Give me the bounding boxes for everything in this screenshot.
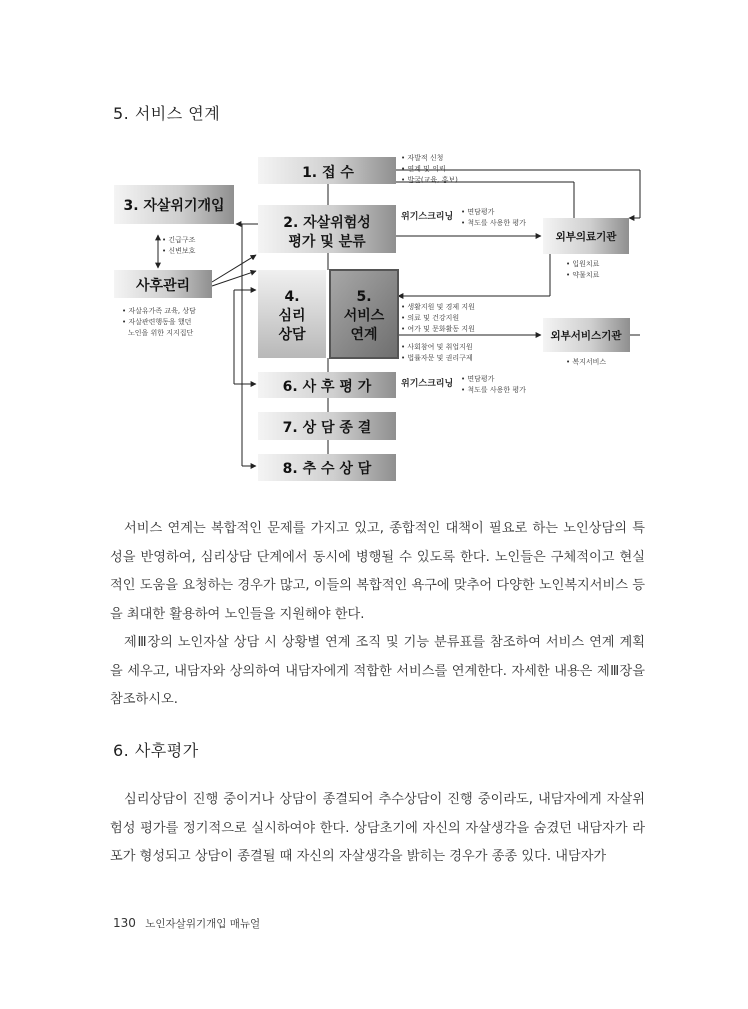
linkage-note: • 의료 및 건강지원 <box>401 314 460 322</box>
linkage-label-3: 연계 <box>350 327 378 343</box>
intake-label: 1. 접 수 <box>302 165 354 181</box>
service-flow-diagram <box>0 0 748 500</box>
external-service-label: 외부서비스기관 <box>550 330 622 342</box>
aftercare-note: 노인을 위한 지지집단 <box>128 329 194 337</box>
linkage-note: • 사회참여 및 취업지원 <box>401 343 473 351</box>
followup-eval-label: 6. 사 후 평 가 <box>282 379 372 395</box>
external-medical-label: 외부의료기관 <box>555 231 617 243</box>
tracking-label: 8. 추 수 상 담 <box>282 461 372 477</box>
body-paragraph: 심리상담이 진행 중이거나 상담이 종결되어 추수상담이 진행 중이라도, 내담자에게 자살위험성 평가를 정기적으로 실시하여야 한다. 상담초기에 자신의 자살생각을 숨겼던 내담자가 라포가 형성되고 상담이 종결될 때 자신의 자살생각을 밝히는 경우가 종종 있다. 내담자가 <box>110 792 645 864</box>
footer-title: 노인자살위기개입 매뉴얼 <box>145 918 261 930</box>
crisis-intervention-label: 3. 자살위기개입 <box>123 198 225 214</box>
body-paragraph: 제Ⅲ장의 노인자살 상담 시 상황별 연계 조직 및 기능 분류표를 참조하여 서비스 연계 계획을 세우고, 내담자와 상의하여 내담자에게 적합한 서비스를 연계한다. 자세한 내용은 제Ⅲ장을 참조하시오. <box>110 635 645 707</box>
linkage-label-2: 서비스 <box>343 308 385 324</box>
screening-label: 위기스크리닝 <box>401 212 454 222</box>
screening-note: • 면담평가 <box>461 375 495 383</box>
assessment-label-1: 2. 자살위험성 <box>283 215 371 231</box>
aftercare-note: • 자살관련행동을 했던 <box>122 318 192 326</box>
medical-note: • 약물치료 <box>566 271 600 279</box>
assessment-label-2: 평가 및 분류 <box>288 234 366 250</box>
section-5-heading: 5. 서비스 연계 <box>113 104 221 123</box>
screening-note: • 척도를 사용한 평가 <box>461 386 526 394</box>
intake-note: • 연계 및 의뢰 <box>401 165 446 173</box>
screening-note: • 면담평가 <box>461 208 495 216</box>
screening-note: • 척도를 사용한 평가 <box>461 219 526 227</box>
service-note: • 복지서비스 <box>566 358 607 366</box>
medical-note: • 입원치료 <box>566 260 600 268</box>
aftercare-label: 사후관리 <box>135 278 191 294</box>
counseling-label-2: 심리 <box>278 308 306 324</box>
crisis-note: • 긴급구조 <box>162 236 196 244</box>
linkage-note: • 생활지원 및 경제 지원 <box>401 303 475 311</box>
intake-note: • 발굴(교육, 홍보) <box>401 176 458 184</box>
section-6-heading: 6. 사후평가 <box>113 741 199 760</box>
linkage-note: • 법률자문 및 권리구제 <box>401 354 473 362</box>
linkage-label-1: 5. <box>356 289 372 305</box>
termination-label: 7. 상 담 종 결 <box>282 420 372 436</box>
intake-note: • 자발적 신청 <box>401 154 444 162</box>
page-number: 130 <box>113 916 136 930</box>
linkage-note: • 여가 및 문화활동 지원 <box>401 325 475 333</box>
counseling-label-1: 4. <box>284 289 300 305</box>
aftercare-note: • 자살유가족 교육, 상담 <box>122 307 196 315</box>
screening-label: 위기스크리닝 <box>401 379 454 389</box>
crisis-note: • 신변보호 <box>162 247 196 255</box>
counseling-label-3: 상담 <box>278 327 306 343</box>
body-paragraph: 서비스 연계는 복합적인 문제를 가지고 있고, 종합적인 대책이 필요로 하는 노인상담의 특성을 반영하여, 심리상담 단계에서 동시에 병행될 수 있도록 한다. 노인들은 구체적이고 현실적인 도움을 요청하는 경우가 많고, 이들의 복합적인 욕구에 맞추어 다양한 노인복지서비스 등을 최대한 활용하여 노인들을 지원해야 한다. <box>110 521 645 622</box>
page-footer <box>113 916 260 931</box>
